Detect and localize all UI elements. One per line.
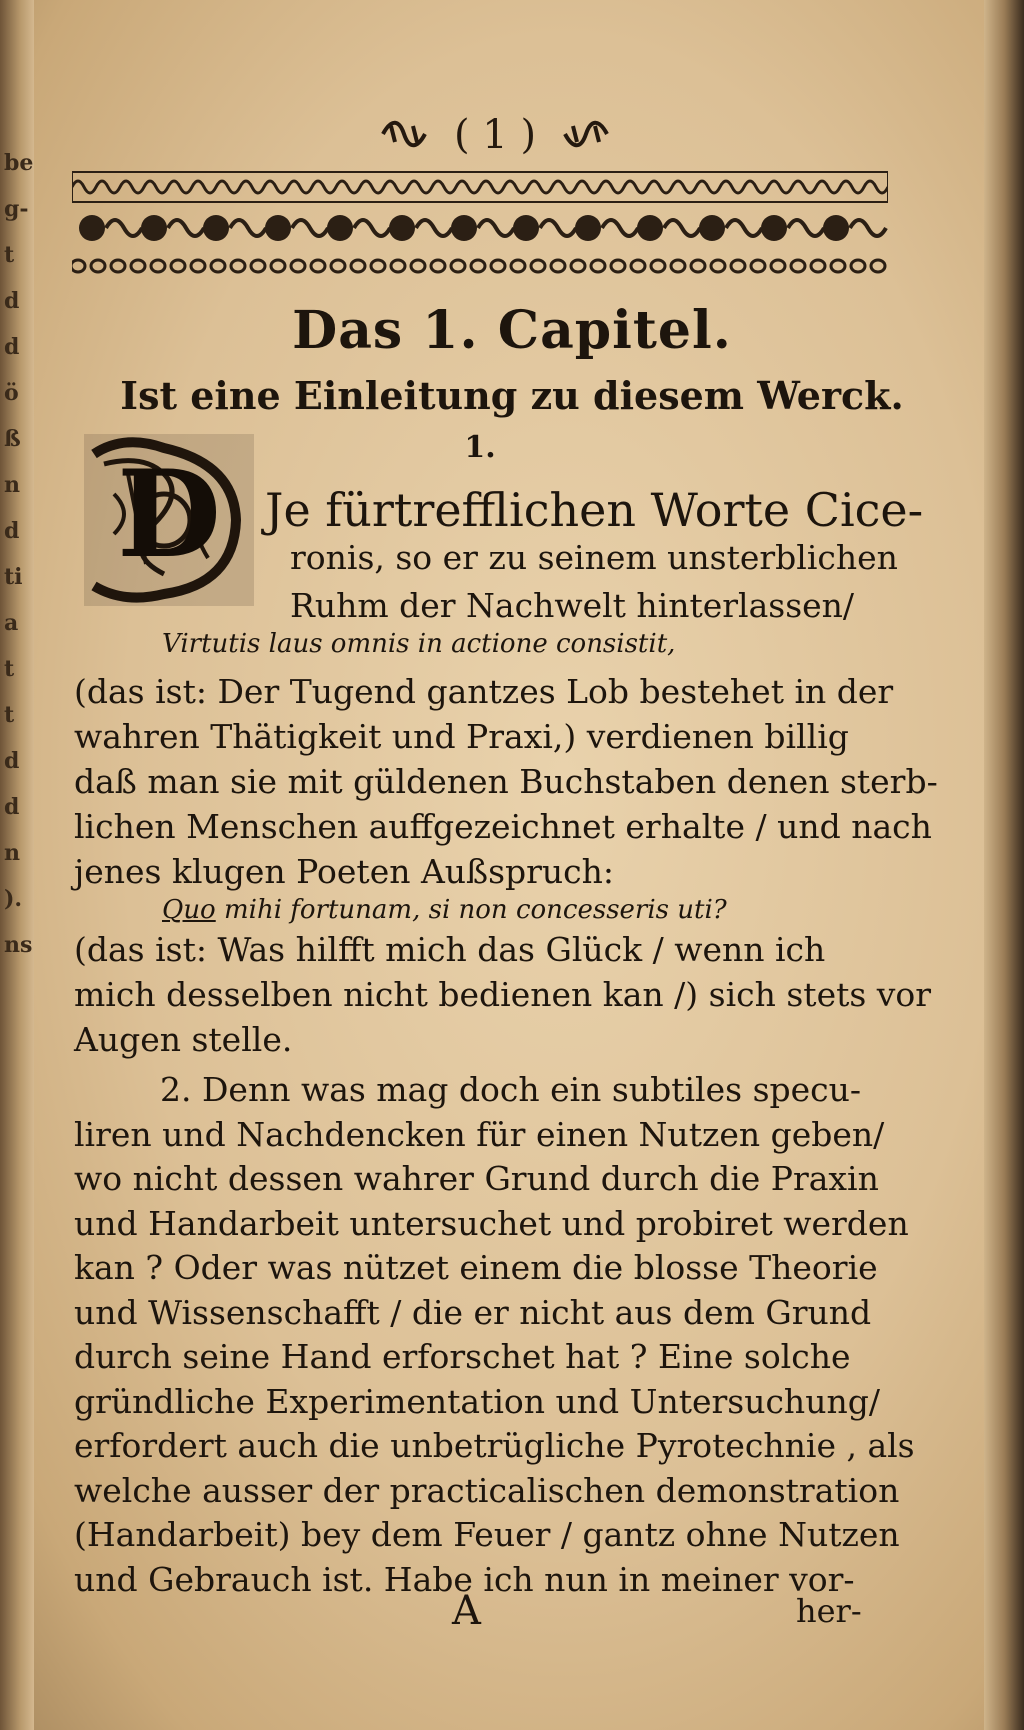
section-2-line: und Wissenschafft / die er nicht aus dem Grund <box>74 1292 872 1332</box>
ornament-band-bottom <box>72 253 888 279</box>
bleed-fragment: ö <box>4 380 19 406</box>
bleed-fragment: d <box>4 334 20 360</box>
bleed-fragment: d <box>4 288 20 314</box>
body-line: wahren Thätigkeit und Praxi,) verdienen billig <box>74 717 849 756</box>
body-line: jenes klugen Poeten Außspruch: <box>74 852 615 891</box>
bleed-fragment: ns <box>4 932 33 958</box>
body-line: (das ist: Der Tugend gantzes Lob bestehet in der <box>74 672 894 711</box>
bleed-fragment: t <box>4 242 15 268</box>
first-line: Je fürtrefflichen Worte Cice- <box>265 483 924 537</box>
latin-quote-2-rest: mihi fortunam, si non concesseris uti? <box>215 895 727 925</box>
section-2-line: und Handarbeit untersuchet und probiret werden <box>74 1203 909 1243</box>
bleed-fragment: a <box>4 610 19 636</box>
catchword: her- <box>796 1592 862 1630</box>
left-fleuron-icon <box>381 115 427 161</box>
latin-quote-2 <box>162 890 727 930</box>
latin-quote-2-first-word: Quo <box>162 895 216 925</box>
chapter-subtitle: Ist eine Einleitung zu diesem Werck. <box>120 373 904 418</box>
right-page-edge <box>984 0 1024 1730</box>
section-2-line: durch seine Hand erforschet hat ? Eine solche <box>74 1337 851 1376</box>
page-header <box>360 112 630 162</box>
section-2-line: (Handarbeit) bey dem Feuer / gantz ohne Nutzen <box>74 1515 900 1554</box>
bleed-fragment: ). <box>4 886 23 912</box>
body-line: Augen stelle. <box>74 1020 293 1059</box>
body-line: daß man sie mit güldenen Buchstaben denen sterb- <box>74 762 938 801</box>
bleed-fragment: d <box>4 794 20 820</box>
latin-quote: Virtutis laus omnis in actione consistit, <box>162 629 676 659</box>
bleed-fragment: ti <box>4 564 23 590</box>
bleed-fragment: t <box>4 702 15 728</box>
section-2-line: wo nicht dessen wahrer Grund durch die Praxin <box>74 1159 879 1198</box>
ornament-band-middle <box>72 198 888 258</box>
section-number-1: 1. <box>464 430 496 465</box>
signature-mark: A <box>452 1588 481 1634</box>
body-line: lichen Menschen auffgezeichnet erhalte / und nach <box>74 807 932 846</box>
body-line: (das ist: Was hilfft mich das Glück / wenn ich <box>74 930 826 969</box>
dropcap-letter: D <box>116 444 222 585</box>
body-line: ronis, so er zu seinem unsterblichen <box>290 538 898 577</box>
body-line: Ruhm der Nachwelt hinterlassen/ <box>290 586 855 625</box>
body-line: mich desselben nicht bedienen kan /) sich stets vor <box>74 975 932 1014</box>
section-2-line: 2. Denn was mag doch ein subtiles specu- <box>160 1070 862 1109</box>
bleed-fragment: n <box>4 840 20 866</box>
bleed-fragment: be <box>4 150 34 176</box>
bleed-fragment: d <box>4 518 20 544</box>
page-number: ( 1 ) <box>453 112 537 158</box>
decorated-initial <box>84 434 254 606</box>
bleed-fragment: d <box>4 748 20 774</box>
bleed-fragment: g- <box>4 196 29 222</box>
section-2-line: liren und Nachdencken für einen Nutzen geben/ <box>74 1114 885 1154</box>
bleed-fragment: n <box>4 472 20 498</box>
section-2-line: gründliche Experimentation und Untersuchung/ <box>74 1381 880 1421</box>
section-2-line: kan ? Oder was nützet einem die blosse Theorie <box>74 1248 878 1287</box>
section-2-line: erfordert auch die unbetrügliche Pyrotechnie , als <box>74 1426 915 1465</box>
section-2-line: welche ausser der practicalischen demonstration <box>74 1470 900 1510</box>
bleed-fragment: ß <box>4 426 21 452</box>
section-2-line: und Gebrauch ist. Habe ich nun in meiner vor- <box>74 1559 855 1599</box>
bleed-fragment: t <box>4 656 15 682</box>
right-fleuron-icon <box>563 115 609 161</box>
chapter-title: Das 1. Capitel. <box>292 300 732 361</box>
